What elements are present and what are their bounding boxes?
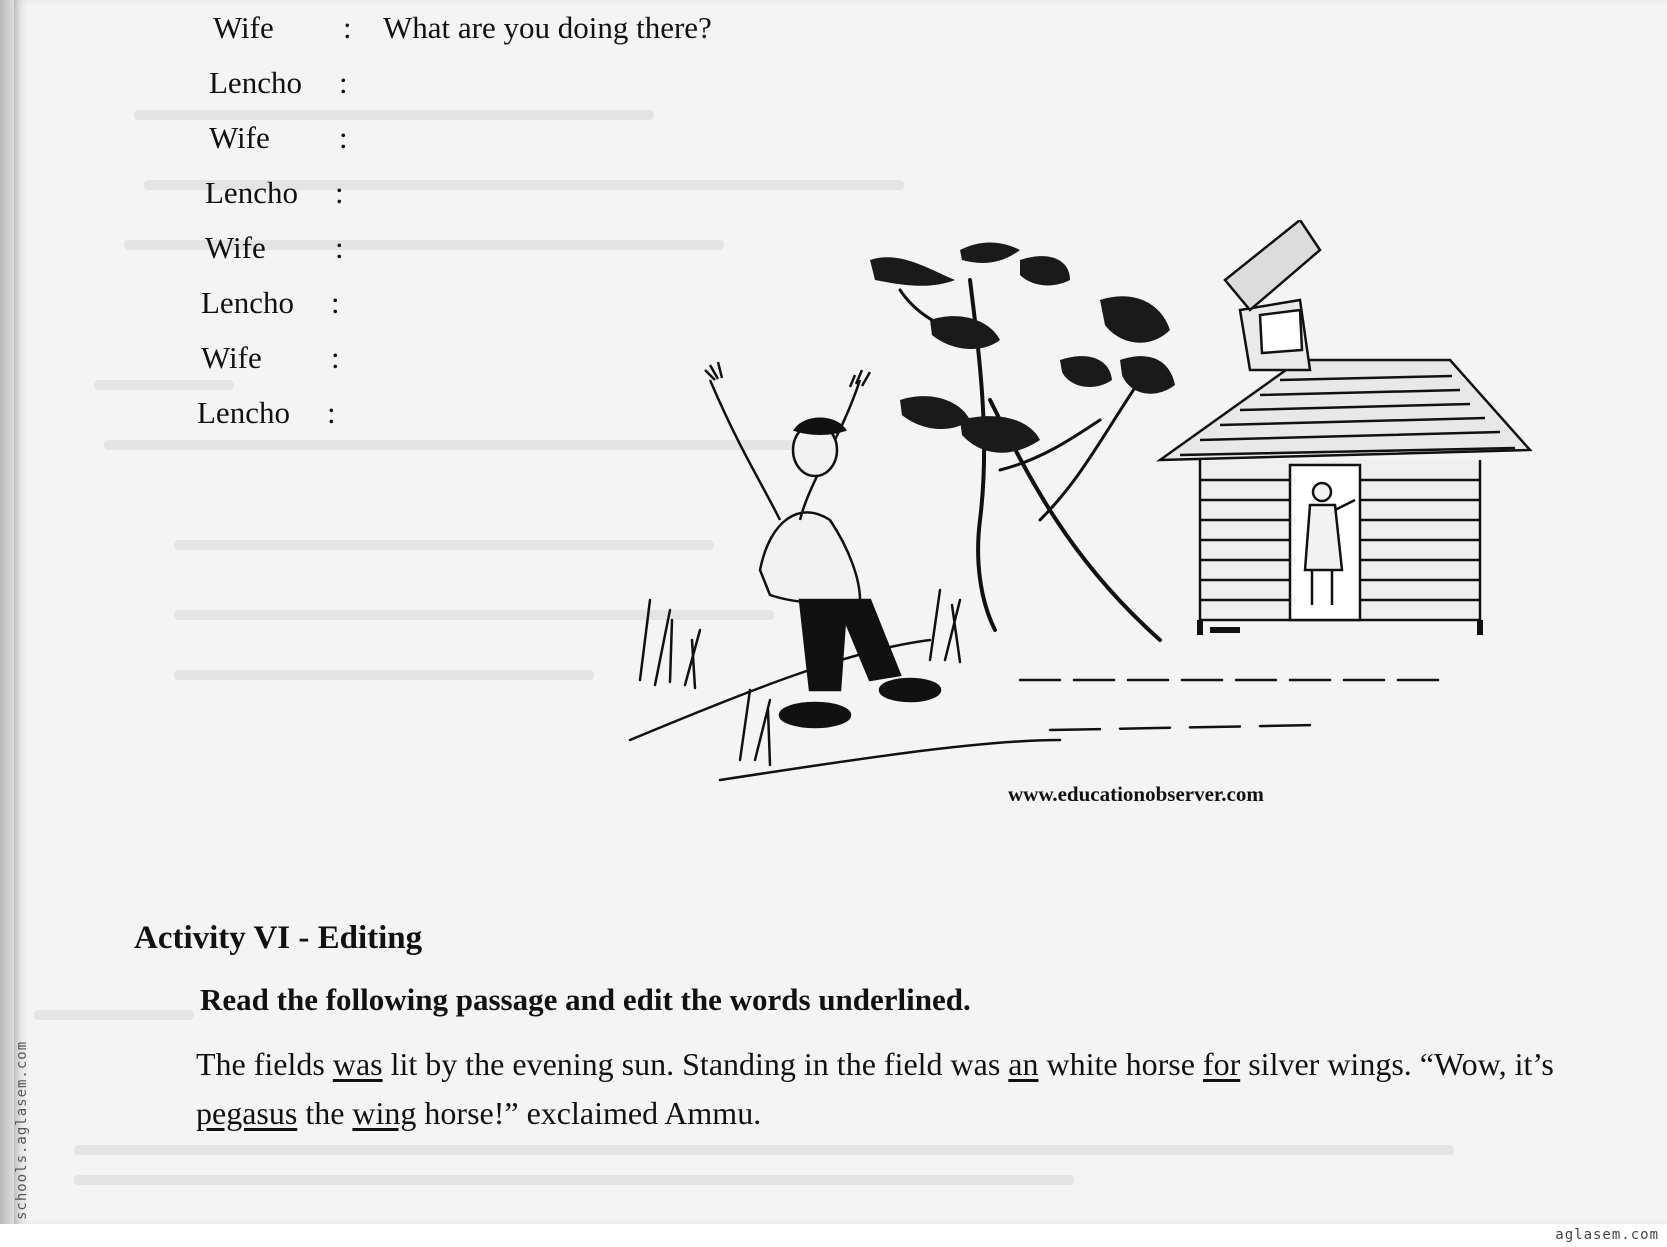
activity-title: Activity VI - Editing — [134, 920, 423, 956]
passage-text: white horse — [1038, 1046, 1203, 1082]
speaker-name: Wife — [209, 120, 270, 155]
underlined-word: pegasus — [196, 1095, 298, 1131]
underlined-word: wing — [352, 1095, 417, 1131]
bottom-watermark: aglasem.com — [1555, 1227, 1659, 1243]
speaker-name: Wife — [213, 10, 274, 45]
dialogue-text: What are you doing there? — [383, 10, 712, 45]
underlined-word: an — [1008, 1046, 1039, 1082]
bleed-through-line — [134, 110, 654, 120]
grass-tuft — [930, 590, 960, 662]
underlined-word: for — [1202, 1046, 1241, 1082]
passage-text: lit by the evening sun. Standing in the field was — [382, 1046, 1009, 1082]
dialogue-line — [201, 340, 371, 380]
activity-instruction: Read the following passage and edit the words underlined. — [200, 982, 971, 1017]
passage-text: the — [297, 1095, 353, 1131]
speaker-colon: : — [327, 395, 336, 430]
speaker-name: Wife — [201, 340, 262, 375]
passage-text: The fields — [196, 1046, 333, 1082]
underlined-word: was — [332, 1046, 383, 1082]
speaker-colon: : — [331, 285, 340, 320]
dialogue-line — [201, 285, 371, 325]
dialogue-line — [209, 65, 379, 105]
speaker-name: Lencho — [197, 395, 290, 430]
dialogue-line — [205, 175, 375, 215]
page-footer-band — [0, 1224, 1667, 1247]
bleed-through-line — [74, 1175, 1074, 1185]
bleed-through-line — [34, 1010, 194, 1020]
house-drawing — [1160, 220, 1530, 635]
speaker-colon: : — [339, 65, 348, 100]
speaker-colon: : — [339, 120, 348, 155]
bleed-through-line — [74, 1145, 1454, 1155]
speaker-name: Wife — [205, 230, 266, 265]
speaker-name: Lencho — [205, 175, 298, 210]
passage-text: horse!” exclaimed Ammu. — [416, 1095, 762, 1131]
passage-text: silver wings. “Wow, it’s — [1240, 1046, 1554, 1082]
speaker-colon: : — [335, 175, 344, 210]
bleed-through-line — [94, 380, 234, 390]
dialogue-line — [213, 10, 712, 50]
speaker-name: Lencho — [201, 285, 294, 320]
dialogue-line — [209, 120, 379, 160]
ground-line — [1050, 725, 1320, 730]
speaker-name: Lencho — [209, 65, 302, 100]
speaker-colon: : — [335, 230, 344, 265]
dialogue-line — [197, 395, 367, 435]
grass-tuft — [640, 600, 700, 688]
dialogue-line — [205, 230, 375, 270]
page-shadow-edge — [0, 0, 14, 1247]
speaker-colon: : — [331, 340, 340, 375]
tree-branch — [1040, 380, 1140, 520]
speaker-colon: : — [343, 10, 352, 45]
illustration-credit: www.educationobserver.com — [1008, 782, 1264, 806]
grass-tuft — [740, 690, 770, 765]
tree-foliage — [870, 243, 1175, 453]
lencho-field-illustration — [600, 220, 1560, 820]
side-watermark: schools.aglasem.com — [14, 1040, 30, 1220]
bleed-through-line — [174, 670, 594, 680]
editing-passage — [196, 1040, 1566, 1138]
